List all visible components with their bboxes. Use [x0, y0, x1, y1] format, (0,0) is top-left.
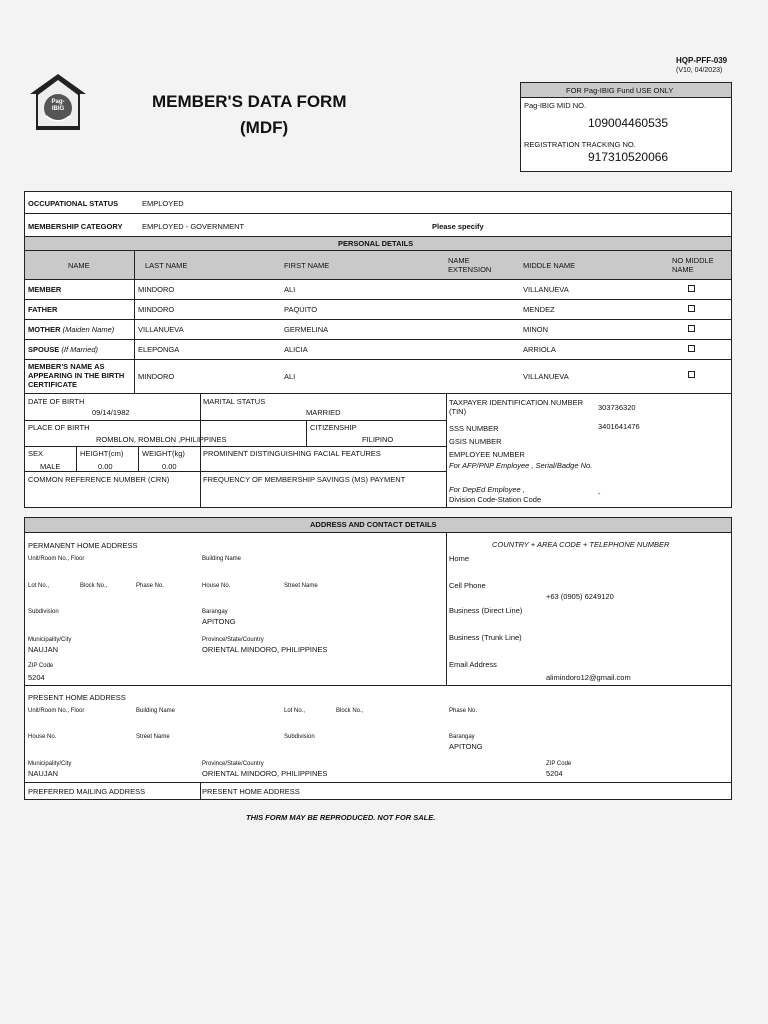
preferred-mailing-label: PREFERRED MAILING ADDRESS: [28, 787, 146, 796]
pob-value: ROMBLON, ROMBLON ,PHILIPPINES: [96, 435, 227, 444]
row-divider: [24, 339, 732, 340]
lot-label: Lot No.,: [28, 583, 50, 589]
citizenship-label: CITIZENSHIP: [310, 423, 357, 432]
mother-label: MOTHER: [28, 325, 61, 334]
present-phase-label: Phase No.: [449, 708, 478, 714]
col-divider: [200, 782, 201, 800]
col-last-name: LAST NAME: [145, 261, 188, 270]
present-municipality-value: NAUJAN: [28, 769, 59, 778]
municipality-value: NAUJAN: [28, 645, 59, 654]
present-zip-label: ZIP Code: [546, 761, 572, 767]
phase-label: Phase No.: [136, 583, 165, 589]
deped-label: For DepEd Employee ,: [449, 485, 525, 494]
house-logo-icon: [28, 72, 88, 132]
spouse-middle-name: ARRIOLA: [523, 345, 556, 354]
province-value: ORIENTAL MINDORO, PHILIPPINES: [202, 645, 328, 654]
employee-number-label: EMPLOYEE NUMBER: [449, 450, 525, 459]
home-phone-label: Home: [449, 554, 470, 563]
member-no-middle-checkbox[interactable]: [688, 285, 695, 292]
sex-value: MALE: [40, 462, 61, 471]
present-block-label: Block No.,: [336, 708, 364, 714]
col-divider: [76, 446, 77, 471]
member-first-name: ALI: [284, 285, 296, 294]
unit-label: Unit/Room No., Floor: [28, 556, 85, 562]
present-street-label: Street Name: [136, 734, 170, 740]
business-direct-label: Business (Direct Line): [449, 606, 523, 615]
fund-use-divider: [520, 97, 732, 98]
col-name-extension: NAME EXTENSION: [448, 256, 492, 274]
mother-first-name: GERMELINA: [284, 325, 329, 334]
afp-pnp-label: For AFP/PNP Employee , Serial/Badge No.: [449, 461, 593, 470]
col-middle-name: MIDDLE NAME: [523, 261, 576, 270]
permanent-address-label: PERMANENT HOME ADDRESS: [28, 541, 138, 550]
father-no-middle-checkbox[interactable]: [688, 305, 695, 312]
father-last-name: MINDORO: [138, 305, 175, 314]
pag-ibig-logo: [28, 72, 88, 132]
row-divider: [24, 359, 732, 360]
fund-use-header: FOR Pag-IBIG Fund USE ONLY: [566, 86, 674, 95]
col-no-middle-name: NO MIDDLE NAME: [672, 256, 714, 274]
col-first-name: FIRST NAME: [284, 261, 330, 270]
present-house-label: House No.: [28, 734, 57, 740]
row-divider: [24, 279, 732, 280]
svg-text:Pag-: Pag-: [51, 99, 65, 105]
spouse-row-label: [28, 345, 98, 354]
spouse-first-name: ALICIA: [284, 345, 308, 354]
gsis-label: GSIS NUMBER: [449, 437, 502, 446]
present-subdivision-label: Subdivision: [284, 734, 315, 740]
weight-label: WEIGHT(kg): [142, 449, 185, 458]
occupational-status-label: OCCUPATIONAL STATUS: [28, 199, 119, 208]
crn-label: COMMON REFERENCE NUMBER (CRN): [28, 475, 170, 484]
email-value: alimindoro12@gmail.com: [546, 673, 631, 682]
address-header: ADDRESS AND CONTACT DETAILS: [310, 520, 437, 529]
row-divider: [24, 420, 446, 421]
building-label: Building Name: [202, 556, 242, 562]
country-code-label: COUNTRY + AREA CODE + TELEPHONE NUMBER: [492, 540, 670, 549]
municipality-label: Municipality/City: [28, 637, 72, 643]
province-label: Province/State/Country: [202, 637, 264, 643]
col-divider: [446, 393, 447, 508]
present-barangay-label: Barangay: [449, 734, 475, 740]
col-divider: [200, 393, 201, 508]
present-municipality-label: Municipality/City: [28, 761, 72, 767]
mother-no-middle-checkbox[interactable]: [688, 325, 695, 332]
tin-label: TAXPAYER IDENTIFICATION NUMBER (TIN): [449, 398, 584, 416]
membership-category-label: MEMBERSHIP CATEGORY: [28, 222, 123, 231]
preferred-mailing-value: PRESENT HOME ADDRESS: [202, 787, 300, 796]
birth-cert-middle-name: VILLANUEVA: [523, 372, 569, 381]
dob-label: DATE OF BIRTH: [28, 397, 85, 406]
form-title-line2: (MDF): [240, 118, 289, 137]
membership-category-value: EMPLOYED - GOVERNMENT: [142, 222, 245, 231]
deped-value: -: [598, 489, 601, 498]
occupational-status-value: EMPLOYED: [142, 199, 184, 208]
spouse-no-middle-checkbox[interactable]: [688, 345, 695, 352]
present-building-label: Building Name: [136, 708, 176, 714]
cell-phone-value: +63 (0905) 6249120: [546, 592, 614, 601]
barangay-label: Barangay: [202, 609, 228, 615]
mother-sub-label: (Maiden Name): [62, 325, 115, 334]
height-label: HEIGHT(cm): [80, 449, 124, 458]
marital-status-label: MARITAL STATUS: [203, 397, 266, 406]
barangay-value: APITONG: [202, 617, 236, 626]
present-barangay-value: APITONG: [449, 742, 483, 751]
col-divider: [138, 446, 139, 471]
row-divider: [24, 393, 732, 394]
dob-value: 09/14/1982: [92, 408, 130, 417]
sss-label: SSS NUMBER: [449, 424, 499, 433]
mother-row-label: [28, 325, 114, 334]
ms-payment-label: FREQUENCY OF MEMBERSHIP SAVINGS (MS) PAYMENT: [203, 475, 406, 484]
form-version: (V10, 04/2023): [676, 67, 723, 74]
birth-cert-row-label: MEMBER'S NAME AS APPEARING IN THE BIRTH CERTIFICATE: [28, 362, 125, 389]
rtn-value: 917310520066: [588, 150, 669, 164]
sss-value: 3401641476: [598, 422, 640, 431]
height-value: 0.00: [98, 462, 113, 471]
form-code: HQP-PFF-039: [676, 56, 728, 65]
cell-phone-label: Cell Phone: [449, 581, 486, 590]
address-table: [24, 517, 732, 800]
spouse-last-name: ELEPONGA: [138, 345, 180, 354]
birth-cert-first-name: ALI: [284, 372, 296, 381]
column-header-bg: [25, 251, 731, 279]
business-trunk-label: Business (Trunk Line): [449, 633, 522, 642]
present-lot-label: Lot No.,: [284, 708, 306, 714]
father-first-name: PAQUITO: [284, 305, 318, 314]
col-name: NAME: [68, 261, 90, 270]
present-province-value: ORIENTAL MINDORO, PHILIPPINES: [202, 769, 328, 778]
mid-value: 109004460535: [588, 116, 669, 130]
present-address-label: PRESENT HOME ADDRESS: [28, 693, 126, 702]
member-row-label: MEMBER: [28, 285, 62, 294]
zip-value: 5204: [28, 673, 45, 682]
sex-label: SEX: [28, 449, 44, 458]
birth-cert-no-middle-checkbox[interactable]: [688, 371, 695, 378]
col-divider: [134, 251, 135, 393]
row-divider: [24, 471, 446, 472]
pob-label: PLACE OF BIRTH: [28, 423, 90, 432]
present-province-label: Province/State/Country: [202, 761, 264, 767]
facial-features-label: PROMINENT DISTINGUISHING FACIAL FEATURES: [203, 449, 381, 458]
email-label: Email Address: [449, 660, 497, 669]
spouse-label: SPOUSE: [28, 345, 60, 354]
marital-status-value: MARRIED: [306, 408, 341, 417]
member-middle-name: VILLANUEVA: [523, 285, 569, 294]
subdivision-label: Subdivision: [28, 609, 59, 615]
weight-value: 0.00: [162, 462, 177, 471]
street-label: Street Name: [284, 583, 318, 589]
row-divider: [24, 319, 732, 320]
row-divider: [24, 446, 446, 447]
row-divider: [24, 532, 732, 533]
house-label: House No.: [202, 583, 231, 589]
birth-cert-last-name: MINDORO: [138, 372, 175, 381]
mid-label: Pag-IBIG MID NO.: [524, 101, 587, 110]
col-divider: [446, 532, 447, 685]
present-unit-label: Unit/Room No., Floor: [28, 708, 85, 714]
block-label: Block No.,: [80, 583, 108, 589]
zip-label: ZIP Code: [28, 663, 54, 669]
row-divider: [24, 782, 732, 783]
rtn-label: REGISTRATION TRACKING NO.: [524, 140, 636, 149]
deped-sub-label: Division Code-Station Code: [449, 495, 542, 504]
mother-middle-name: MINON: [523, 325, 548, 334]
mother-last-name: VILLANUEVA: [138, 325, 184, 334]
footer-note: THIS FORM MAY BE REPRODUCED. NOT FOR SALE.: [246, 813, 436, 822]
father-row-label: FATHER: [28, 305, 58, 314]
spouse-sub-label: (If Married): [61, 345, 99, 354]
col-divider: [306, 420, 307, 446]
citizenship-value: FILIPINO: [362, 435, 394, 444]
please-specify-label: Please specify: [432, 222, 484, 231]
row-divider: [24, 685, 732, 686]
form-title-line1: MEMBER'S DATA FORM: [152, 92, 347, 111]
svg-text:IBIG: IBIG: [51, 106, 65, 112]
personal-details-header: PERSONAL DETAILS: [338, 239, 414, 248]
tin-value: 303736320: [598, 403, 636, 412]
row-divider: [24, 213, 732, 214]
present-zip-value: 5204: [546, 769, 563, 778]
member-last-name: MINDORO: [138, 285, 175, 294]
father-middle-name: MENDEZ: [523, 305, 555, 314]
row-divider: [24, 299, 732, 300]
